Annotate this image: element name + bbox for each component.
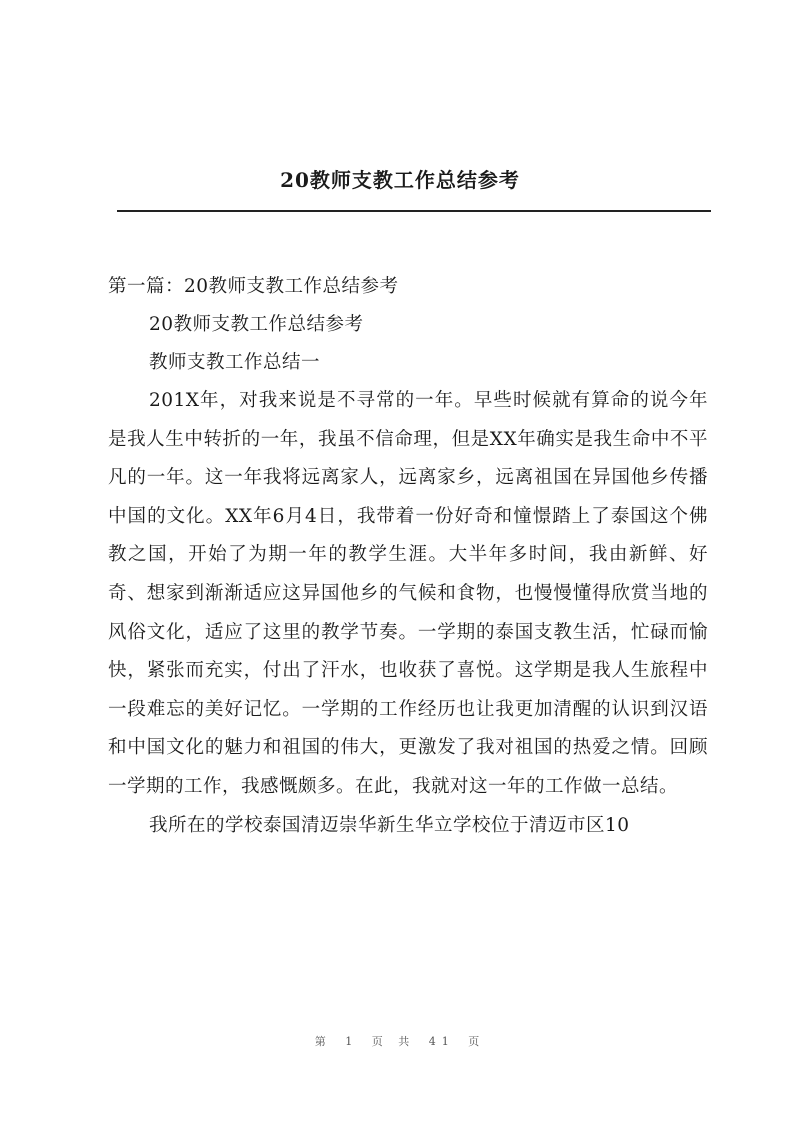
paragraph: 201X年，对我来说是不寻常的一年。早些时候就有算命的说今年是我人生中转折的一年，我虽不信命理，但是XX年确实是我生命中不平凡的一年。这一年我将远离家人，远离家乡，远离祖国在异国他乡传播中国的文化。XX年6月4日，我带着一份好奇和憧憬踏上了泰国这个佛教之国，开始了为期一年的教学生涯。大半年多时间，我由新鲜、好奇、想家到渐渐适应这异国他乡的气候和食物，也慢慢懂得欣赏当地的风俗文化，适应了这里的教学节奏。一学期的泰国支教生活，忙碌而愉快，紧张而充实，付出了汗水，也收获了喜悦。这学期是我人生旅程中一段难忘的美好记忆。一学期的工作经历也让我更加清醒的认识到汉语和中国文化的魅力和祖国的伟大，更激发了我对祖国的热爱之情。回顾一学期的工作，我感慨颇多。在此，我就对这一年的工作做一总结。 [108, 390, 708, 797]
page-footer [0, 1033, 800, 1049]
footer-current-page: 1 [345, 1035, 359, 1048]
document-title: 20教师支教工作总结参考 [280, 168, 520, 192]
subheading: 教师支教工作总结一 [149, 352, 321, 373]
document-body [108, 268, 708, 845]
section-heading: 第一篇：20教师支教工作总结参考 [108, 276, 399, 297]
paragraph: 我所在的学校泰国清迈崇华新生华立学校位于清迈市区10 [149, 814, 630, 836]
footer-total-pages: 41 [428, 1035, 455, 1048]
title-divider [117, 210, 711, 212]
footer-label-pages: 页 [468, 1035, 486, 1048]
footer-label-of: 页 共 [371, 1035, 416, 1048]
subtitle: 20教师支教工作总结参考 [149, 314, 364, 335]
footer-label-page: 第 [314, 1035, 332, 1048]
